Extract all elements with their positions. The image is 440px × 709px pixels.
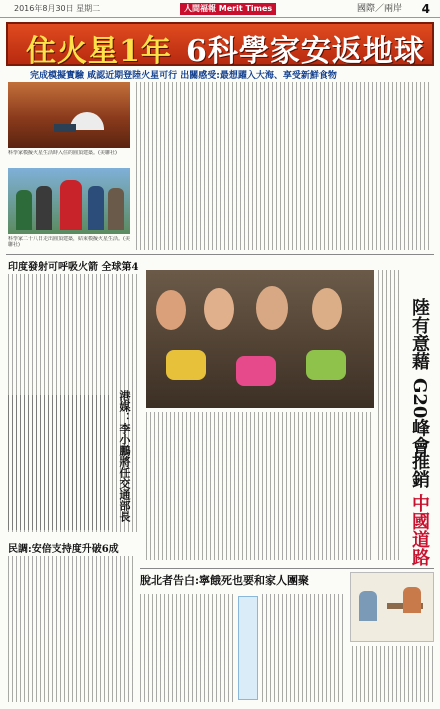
lead-headline-banner	[6, 22, 434, 69]
story3-body-text	[8, 395, 112, 530]
g20-headline-1: 陸有意藉	[409, 298, 430, 370]
lead-headline-part2: 6科學家安返地球	[186, 34, 425, 69]
story3-headline: 港媒：李小鵬將任交通部長	[118, 390, 131, 522]
lead-body-text	[136, 82, 432, 250]
page-header	[0, 0, 440, 18]
divider	[6, 254, 434, 255]
lead-headline-part1: 住火星1年	[26, 34, 172, 69]
story4-headline: 民調:安倍支持度升破6成	[8, 544, 119, 555]
g20-headline-4: 中國道路	[409, 494, 430, 566]
story5-blue-sidebar	[238, 596, 258, 700]
g20-body-text-2	[146, 412, 374, 560]
g20-headline-2: G20峰會	[409, 378, 430, 455]
divider	[140, 568, 434, 569]
defector-illustration	[350, 572, 434, 642]
story5-body-text	[140, 594, 236, 702]
story5-body-text-3	[352, 646, 434, 702]
story5-body-text-2	[262, 594, 346, 702]
issue-date: 2016年8月30日 星期二	[14, 4, 101, 13]
story2-headline: 印度發射可呼吸火箭 全球第4	[8, 262, 139, 273]
masthead-logo: 人間福報 Merit Times	[180, 3, 276, 15]
g20-headline-3: 推銷	[409, 452, 430, 488]
scientists-photo	[8, 168, 130, 234]
lead-subheadline: 完成模擬實驗 咸認近期登陸火星可行 出關感受:最想躍入大海、享受新鮮食物	[30, 71, 337, 81]
g20-body-text	[378, 270, 402, 560]
mars-dome-photo	[8, 82, 130, 148]
photo2-caption: 科學家二十八日走出圓頂建築，結束模擬火星生活。(美聯社)	[8, 236, 130, 248]
photo1-caption: 科學家模擬火星生活時入住的圓頂建築。(美聯社)	[8, 150, 117, 156]
g20-figurines-photo	[146, 270, 374, 408]
story5-headline: 脫北者告白:寧餓死也要和家人團聚	[140, 574, 310, 587]
section-name: 國際／兩岸	[356, 4, 402, 14]
story4-body-text	[8, 556, 134, 702]
page-number: 4	[421, 2, 430, 16]
